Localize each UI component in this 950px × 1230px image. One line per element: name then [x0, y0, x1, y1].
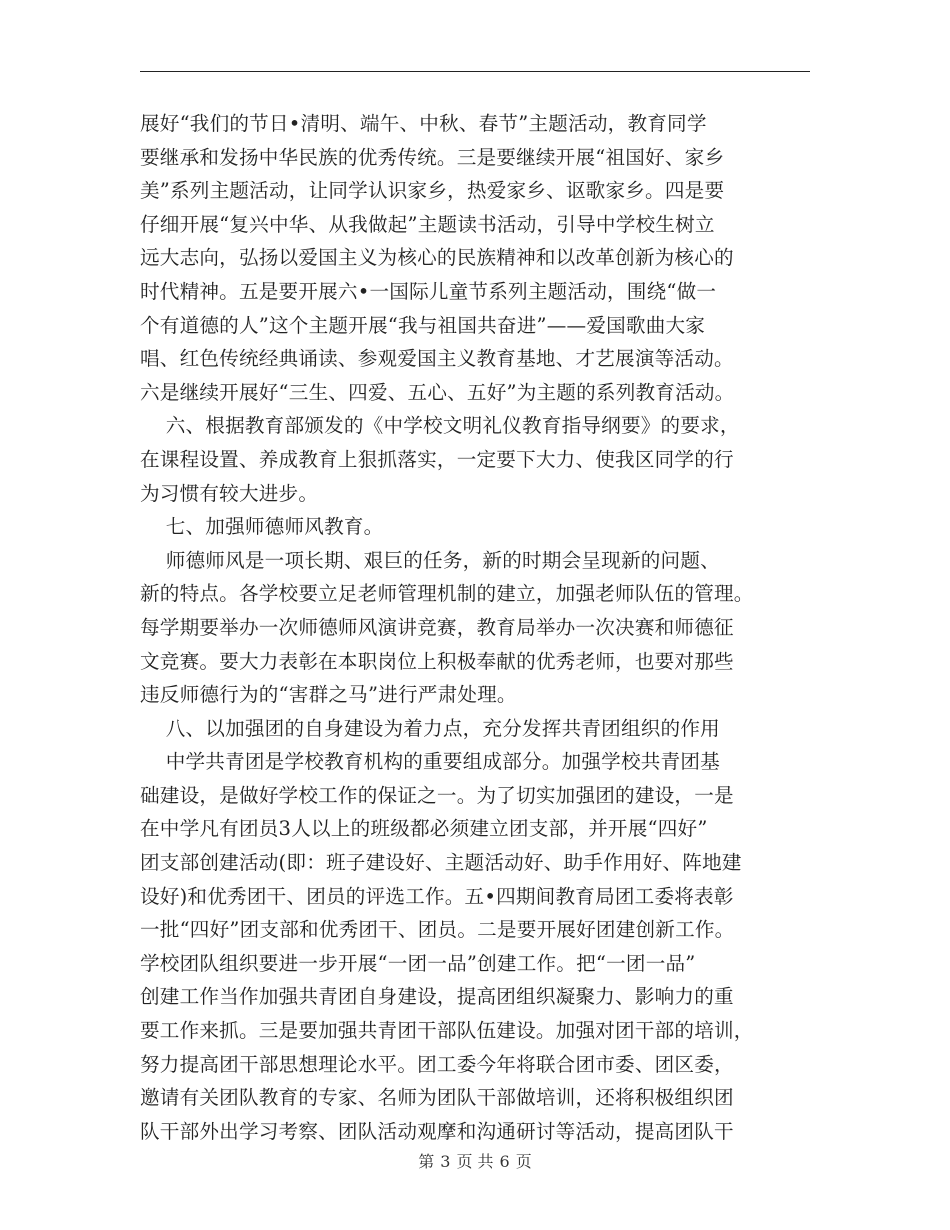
footer-suffix: 页 — [515, 1152, 532, 1171]
text-line: 创建工作当作加强共青团自身建设，提高团组织凝聚力、影响力的重 — [140, 985, 734, 1009]
text-line: 七、加强师德师风教育。 — [140, 515, 384, 539]
text-line: 学校团队组织要进一步开展“一团一品”创建工作。把“一团一品” — [140, 951, 696, 975]
footer-middle: 页 共 — [456, 1152, 494, 1171]
text-line: 为习惯有较大进步。 — [140, 481, 319, 505]
text-line: 中学共青团是学校教育机构的重要组成部分。加强学校共青团基 — [140, 750, 720, 774]
footer-prefix: 第 — [418, 1152, 435, 1171]
text-line: 违反师德行为的“害群之马”进行严肃处理。 — [140, 683, 517, 707]
text-line: 远大志向，弘扬以爱国主义为核心的民族精神和以改革创新为核心的 — [140, 246, 734, 270]
text-line: 在中学凡有团员3人以上的班级都必须建立团支部，并开展“四好” — [140, 817, 708, 841]
text-line: 要工作来抓。三是要加强共青团干部队伍建设。加强对团干部的培训， — [140, 1019, 754, 1043]
text-line: 仔细开展“复兴中华、从我做起”主题读书活动，引导中学校生树立 — [140, 212, 715, 236]
text-line: 文竞赛。要大力表彰在本职岗位上积极奉献的优秀老师，也要对那些 — [140, 649, 734, 673]
text-line: 要继承和发扬中华民族的优秀传统。三是要继续开展“祖国好、家乡 — [140, 145, 725, 169]
footer-total-pages: 6 — [499, 1152, 510, 1171]
text-line: 队干部外出学习考察、团队活动观摩和沟通研讨等活动，提高团队干 — [140, 1119, 734, 1143]
text-line: 美”系列主题活动，让同学认识家乡，热爱家乡、讴歌家乡。四是要 — [140, 179, 725, 203]
text-line: 努力提高团干部思想理论水平。团工委今年将联合团市委、团区委， — [140, 1052, 734, 1076]
text-line: 础建设，是做好学校工作的保证之一。为了切实加强团的建设，一是 — [140, 783, 734, 807]
text-line: 新的特点。各学校要立足老师管理机制的建立，加强老师队伍的管理。 — [140, 582, 754, 606]
text-line: 时代精神。五是要开展六•一国际儿童节系列主题活动，围绕“做一 — [140, 279, 717, 303]
text-line: 在课程设置、养成教育上狠抓落实，一定要下大力、使我区同学的行 — [140, 447, 734, 471]
body-text — [140, 107, 810, 1148]
text-line: 邀请有关团队教育的专家、名师为团队干部做培训，还将积极组织团 — [140, 1086, 734, 1110]
text-line: 师德师风是一项长期、艰巨的任务，新的时期会呈现新的问题、 — [140, 548, 720, 572]
text-line: 个有道德的人”这个主题开展“我与祖国共奋进”——爱国歌曲大家 — [140, 313, 706, 337]
footer-page-number: 3 — [440, 1152, 451, 1171]
text-line: 八、以加强团的自身建设为着力点，充分发挥共青团组织的作用 — [140, 716, 720, 740]
page-footer — [0, 1152, 950, 1172]
text-line: 团支部创建活动(即：班子建设好、主题活动好、助手作用好、阵地建 — [140, 851, 742, 875]
text-line: 六是继续开展好“三生、四爱、五心、五好”为主题的系列教育活动。 — [140, 380, 735, 404]
text-line: 设好)和优秀团干、团员的评选工作。五•四期间教育局团工委将表彰 — [140, 884, 734, 908]
text-line: 一批“四好”团支部和优秀团干、团员。二是要开展好团建创新工作。 — [140, 918, 735, 942]
text-line: 唱、红色传统经典诵读、参观爱国主义教育基地、才艺展演等活动。 — [140, 347, 734, 371]
text-line: 每学期要举办一次师德师风演讲竞赛，教育局举办一次决赛和师德征 — [140, 615, 734, 639]
text-line: 展好“我们的节日•清明、端午、中秋、春节”主题活动，教育同学 — [140, 112, 707, 135]
header-rule — [140, 71, 810, 72]
text-line: 六、根据教育部颁发的《中学校文明礼仪教育指导纲要》的要求， — [140, 414, 740, 438]
